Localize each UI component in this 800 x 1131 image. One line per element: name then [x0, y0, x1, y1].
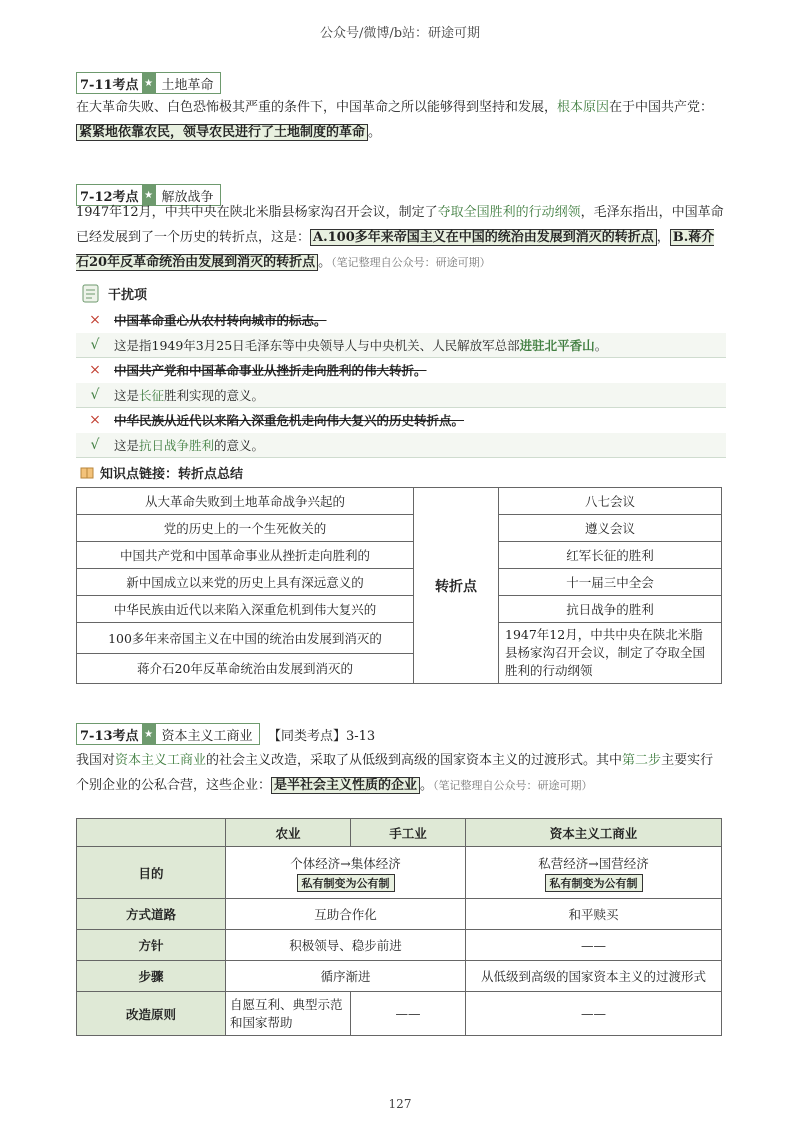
row-label: 方式道路 — [77, 899, 226, 930]
table-cell: 和平赎买 — [466, 899, 722, 930]
notepad-icon — [80, 282, 102, 304]
topic-number: 7-13考点 — [80, 728, 139, 744]
table-cell: 红军长征的胜利 — [499, 542, 722, 569]
table-cell: 蒋介石20年反革命统治由发展到消灭的 — [77, 653, 414, 684]
table-cell: —— — [466, 992, 722, 1036]
check-icon: √ — [90, 387, 100, 403]
table-cell: 循序渐进 — [226, 961, 466, 992]
paragraph-7-13: 我国对资本主义工商业的社会主义改造，采取了从低级到高级的国家资本主义的过渡形式。其中第二步主要实行个别企业的公私合营，这些企业： 是半社会主义性质的企业 。（笔记整理自公众号：研途可期） — [76, 753, 714, 793]
row-label: 目的 — [77, 847, 226, 899]
check-icon: √ — [90, 337, 100, 353]
table-cell: 党的历史上的一个生死攸关的 — [77, 515, 414, 542]
table-cell: 从大革命失败到土地革命战争兴起的 — [77, 488, 414, 515]
explanation-item: √ 这是指1949年3月25日毛泽东等中央领导人与中央机关、人民解放军总部 进驻北平香山 。 — [76, 333, 726, 358]
header-cell: 农业 — [226, 819, 351, 847]
paragraph-7-11: 在大革命失败、白色恐怖极其严重的条件下，中国革命之所以能够得到坚持和发展，根本原因在于中国共产党：紧紧地依靠农民，领导农民进行了土地制度的革命 。 — [76, 100, 714, 140]
table-cell: 十一届三中全会 — [499, 569, 722, 596]
row-label: 改造原则 — [77, 992, 226, 1036]
table-cell: 自愿互利、典型示范和国家帮助 — [226, 992, 351, 1036]
same-topic-ref: 【同类考点】3-13 — [268, 729, 376, 744]
header-cell: 资本主义工商业 — [466, 819, 722, 847]
header-cell: 手工业 — [351, 819, 466, 847]
interfere-heading: 干扰项 — [80, 282, 147, 304]
table-cell: —— — [351, 992, 466, 1036]
topic-tag-7-11 — [76, 72, 221, 94]
table-cell: 中国共产党和中国革命事业从挫折走向胜利的 — [77, 542, 414, 569]
distractor-item: × 中国共产党和中国革命事业从挫折走向胜利的伟大转折。 — [76, 358, 726, 382]
topic-number: 7-11考点 — [80, 77, 139, 93]
row-label: 方针 — [77, 930, 226, 961]
explanation-item: √ 这是 长征 胜利实现的意义。 — [76, 383, 726, 408]
table-cell: 新中国成立以来党的历史上具有深远意义的 — [77, 569, 414, 596]
cross-icon: × — [89, 362, 101, 378]
transformation-table — [76, 818, 722, 1036]
topic-title: 解放战争 — [161, 189, 214, 205]
page-header: 公众号/微博/b站：研途可期 — [319, 26, 481, 41]
table-cell: 个体经济→集体经济 私有制变为公有制 — [226, 847, 466, 899]
book-icon — [80, 467, 94, 479]
header-cell — [77, 819, 226, 847]
table-cell: 抗日战争的胜利 — [499, 596, 722, 623]
cross-icon: × — [89, 312, 101, 328]
row-label: 步骤 — [77, 961, 226, 992]
link-heading: 知识点链接：转折点总结 — [80, 463, 243, 482]
table-cell: 1947年12月，中共中央在陕北米脂县杨家沟召开会议，制定了夺取全国胜利的行动纲领 — [499, 623, 722, 684]
star-icon: ★ — [142, 724, 156, 744]
table-cell: 私营经济→国营经济 私有制变为公有制 — [466, 847, 722, 899]
distractor-item: × 中华民族从近代以来陷入深重危机走向伟大复兴的历史转折点。 — [76, 408, 726, 432]
star-icon: ★ — [142, 73, 156, 93]
cross-icon: × — [89, 412, 101, 428]
topic-number: 7-12考点 — [80, 189, 139, 205]
table-cell: 从低级到高级的国家资本主义的过渡形式 — [466, 961, 722, 992]
check-icon: √ — [90, 437, 100, 453]
paragraph-7-12: 1947年12月，中共中央在陕北米脂县杨家沟召开会议，制定了夺取全国胜利的行动纲领，毛泽东指出，中国革命已经发展到了一个历史的转折点，这是： A.100多年来帝国主义在中国的统治由发展到消灭的转折点 ， B.蒋介石20年反革命统治由发展到消灭的转折点 。（笔记整理自公众号：研途可期） — [76, 205, 724, 270]
table-cell: —— — [466, 930, 722, 961]
topic-tag-7-13 — [76, 723, 260, 745]
star-icon: ★ — [142, 185, 156, 205]
table-cell: 中华民族由近代以来陷入深重危机到伟大复兴的 — [77, 596, 414, 623]
distractor-item: × 中国革命重心从农村转向城市的标志。 — [76, 308, 726, 332]
table-cell: 100多年来帝国主义在中国的统治由发展到消灭的 — [77, 623, 414, 654]
table-cell-center: 转折点 — [414, 488, 499, 684]
page-number: 127 — [388, 1097, 412, 1111]
topic-title: 土地革命 — [161, 77, 214, 93]
table-cell: 遵义会议 — [499, 515, 722, 542]
turning-point-table — [76, 487, 722, 684]
explanation-item: √ 这是 抗日战争胜利 的意义。 — [76, 433, 726, 458]
table-cell: 互助合作化 — [226, 899, 466, 930]
topic-title: 资本主义工商业 — [161, 728, 253, 744]
table-cell: 积极领导、稳步前进 — [226, 930, 466, 961]
table-cell: 八七会议 — [499, 488, 722, 515]
